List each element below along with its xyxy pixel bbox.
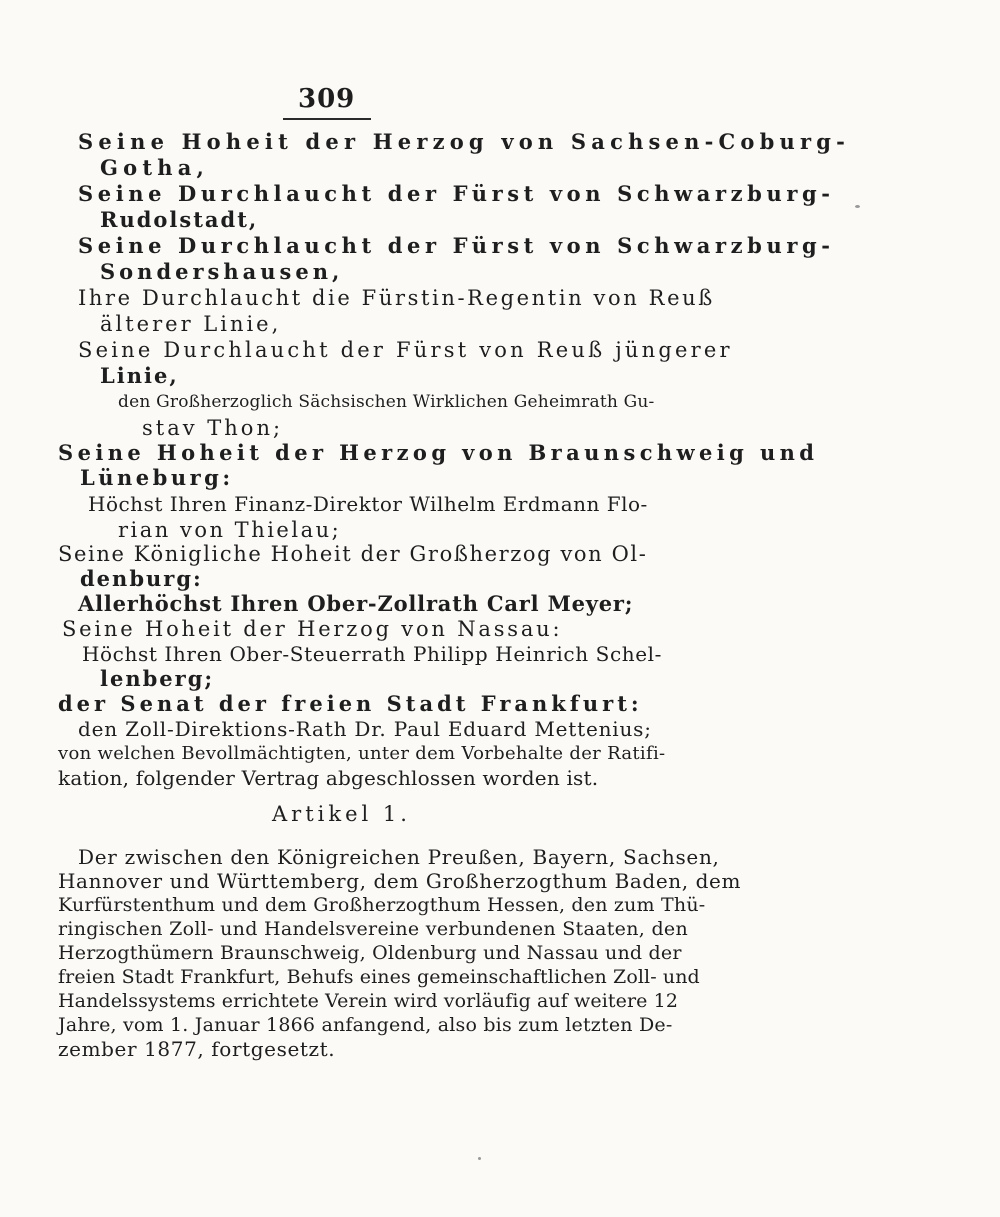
text-line: Seine Durchlaucht der Fürst von Schwarzburg- bbox=[78, 181, 835, 206]
article-line: Kurfürstenthum und dem Großherzogthum Hessen, den zum Thü- bbox=[58, 894, 706, 916]
text-line: den Zoll-Direktions-Rath Dr. Paul Eduard Mettenius; bbox=[78, 717, 652, 741]
article-line: Handelssystems errichtete Verein wird vorläufig auf weitere 12 bbox=[58, 990, 679, 1012]
header-rule bbox=[283, 118, 371, 120]
text-line: älterer Linie, bbox=[100, 312, 282, 336]
text-line: Sondershausen, bbox=[100, 259, 344, 284]
text-line: von welchen Bevollmächtigten, unter dem Vorbehalte der Ratifi- bbox=[58, 743, 666, 764]
text-line: den Großherzoglich Sächsischen Wirklichen Geheimrath Gu- bbox=[118, 392, 655, 412]
text-line: rian von Thielau; bbox=[118, 518, 342, 542]
article-line: zember 1877, fortgesetzt. bbox=[58, 1037, 336, 1061]
article-line: Herzogthümern Braunschweig, Oldenburg und Nassau und der bbox=[58, 942, 682, 964]
text-line: Seine Königliche Hoheit der Großherzog von Ol- bbox=[58, 542, 648, 566]
text-line: lenberg; bbox=[100, 666, 215, 691]
paper-speck bbox=[855, 205, 860, 208]
text-line: Seine Hoheit der Herzog von Braunschweig und bbox=[58, 440, 819, 465]
text-line: Höchst Ihren Finanz-Direktor Wilhelm Erdmann Flo- bbox=[88, 492, 648, 516]
paper-speck bbox=[478, 1157, 481, 1160]
text-line: Rudolstadt, bbox=[100, 207, 259, 232]
page-number: 309 bbox=[298, 84, 356, 114]
article-line: Jahre, vom 1. Januar 1866 anfangend, also bis zum letzten De- bbox=[58, 1014, 673, 1036]
article-line: freien Stadt Frankfurt, Behufs eines gemeinschaftlichen Zoll- und bbox=[58, 966, 700, 988]
article-heading: Artikel 1. bbox=[272, 802, 411, 826]
article-line: ringischen Zoll- und Handelsvereine verbundenen Staaten, den bbox=[58, 918, 688, 940]
text-line: kation, folgender Vertrag abgeschlossen worden ist. bbox=[58, 766, 599, 790]
text-line: Allerhöchst Ihren Ober-Zollrath Carl Meyer; bbox=[78, 591, 634, 616]
text-line: denburg: bbox=[80, 566, 203, 591]
article-line: Der zwischen den Königreichen Preußen, Bayern, Sachsen, bbox=[78, 845, 720, 869]
text-line: Ihre Durchlaucht die Fürstin-Regentin von Reuß bbox=[78, 286, 715, 310]
text-line: stav Thon; bbox=[142, 416, 284, 440]
text-line: Lüneburg: bbox=[80, 465, 234, 490]
article-line: Hannover und Württemberg, dem Großherzogthum Baden, dem bbox=[58, 869, 742, 893]
text-line: Seine Durchlaucht der Fürst von Reuß jüngerer bbox=[78, 338, 733, 362]
text-line: Seine Durchlaucht der Fürst von Schwarzburg- bbox=[78, 233, 835, 258]
text-line: Höchst Ihren Ober-Steuerrath Philipp Heinrich Schel- bbox=[82, 642, 663, 666]
text-line: Seine Hoheit der Herzog von Nassau: bbox=[62, 617, 563, 641]
text-line: Seine Hoheit der Herzog von Sachsen-Coburg- bbox=[78, 129, 851, 154]
text-line: Linie, bbox=[100, 363, 179, 388]
text-line: der Senat der freien Stadt Frankfurt: bbox=[58, 691, 643, 716]
text-line: Gotha, bbox=[100, 155, 210, 180]
